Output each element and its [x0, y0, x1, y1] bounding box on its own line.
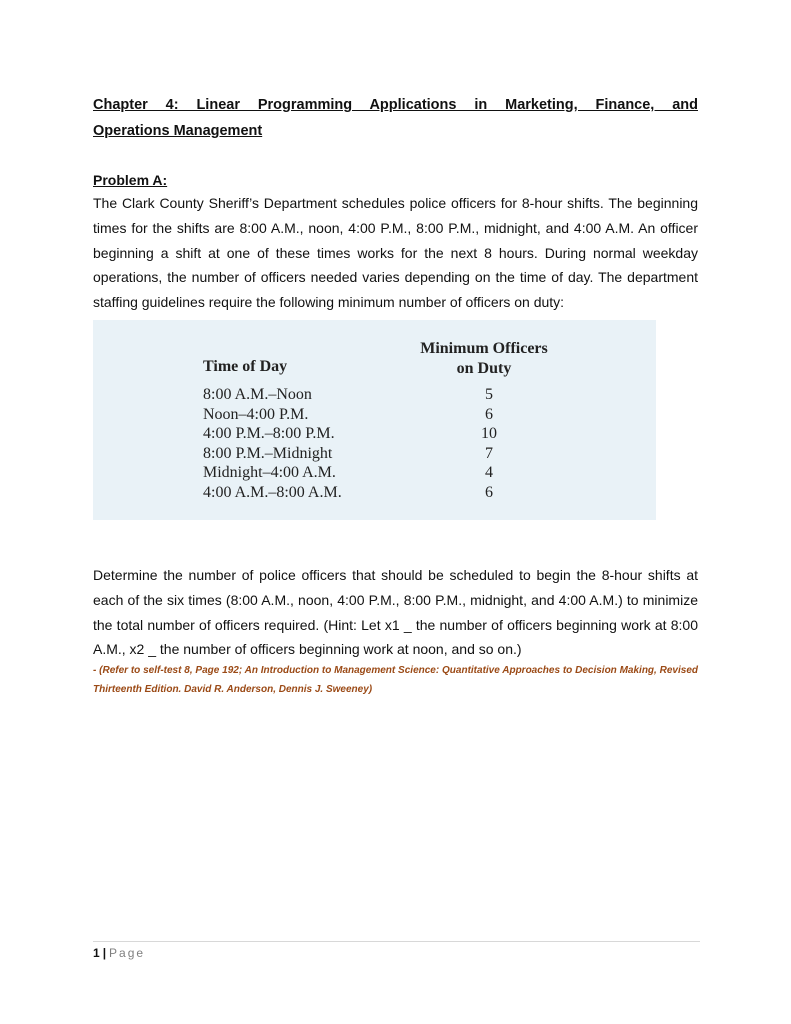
problem-label: Problem A:: [93, 172, 168, 188]
table-row: [203, 464, 623, 484]
table-row: [203, 425, 623, 445]
page-footer: [93, 944, 145, 962]
table-header-time: Time of Day: [203, 358, 288, 375]
table-row: [203, 445, 623, 465]
table-cell-time: Midnight–4:00 A.M.: [203, 464, 336, 481]
footer-separator: |: [102, 946, 107, 960]
table-cell-officers: 4: [485, 464, 493, 481]
problem-intro: The Clark County Sheriff’s Department schedules police officers for 8-hour shifts. The beginning times for the shifts are 8:00 A.M., noon, 4:00 P.M., 8:00 P.M., midnight, and 4:00 A.M. An officer beginning a shift at one of these times works for the next 8 hours. During normal weekday operations, the number of officers needed varies depending on the time of day. The department staffing guidelines require the following minimum number of officers on duty:: [93, 195, 698, 311]
chapter-title: [93, 92, 698, 144]
table-header-minimum-line-2: on Duty: [456, 360, 512, 377]
table-cell-time: 4:00 A.M.–8:00 A.M.: [203, 483, 342, 501]
problem-question: Determine the number of police officers that should be scheduled to begin the 8-hour shifts at each of the six times (8:00 A.M., noon, 4:00 P.M., 8:00 P.M., midnight, and 4:00 A.M.) to minimize the total number of officers required. (Hint: Let x1 _ the number of officers beginning work at 8:00 A.M., x2 _ the number of officers beginning work at noon, and so on.): [93, 567, 698, 658]
table-cell-officers: 10: [481, 425, 497, 442]
table-cell-officers: 7: [485, 444, 493, 462]
table-row: [203, 484, 623, 504]
table-header-minimum: [409, 339, 559, 379]
table-cell-officers: 6: [485, 483, 493, 501]
table-row: [203, 386, 623, 406]
chapter-title-line-2: Operations Management: [93, 123, 263, 139]
page-label: Page: [109, 946, 146, 960]
table-cell-officers: 6: [485, 405, 493, 423]
table-cell-time: 4:00 P.M.–8:00 P.M.: [203, 425, 335, 442]
footer-divider: [93, 941, 700, 942]
table-cell-time: Noon–4:00 P.M.: [203, 405, 309, 423]
citation: - (Refer to self-test 8, Page 192; An Introduction to Management Science: Quantitative Approaches to Decision Making, Revised Thirteenth Edition. David R. Anderson, Dennis J. Sweeney): [93, 665, 698, 695]
page-number: 1: [93, 946, 100, 960]
table-header-minimum-line-1: Minimum Officers: [420, 340, 548, 357]
chapter-title-line-1: Chapter 4: Linear Programming Applications in Marketing, Finance, and: [93, 97, 698, 113]
table-cell-officers: 5: [485, 386, 493, 403]
table-row: [203, 406, 623, 426]
table-cell-time: 8:00 P.M.–Midnight: [203, 444, 333, 462]
table-cell-time: 8:00 A.M.–Noon: [203, 386, 312, 403]
staffing-table: [93, 320, 656, 520]
